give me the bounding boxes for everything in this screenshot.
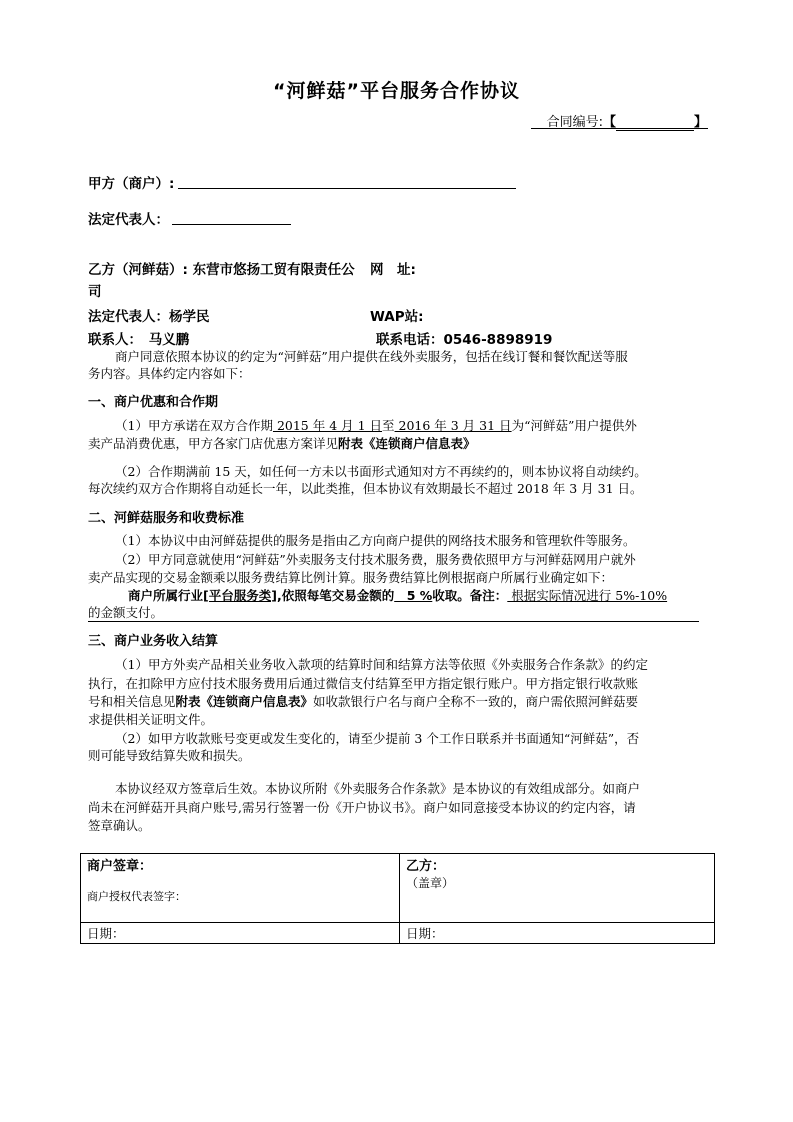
section-3-para-1-line-4: 求提供相关证明文件。 — [88, 712, 214, 727]
party-b-date-cell[interactable] — [400, 923, 715, 944]
merchant-date-label: 日期： — [87, 926, 125, 941]
closing-line-1: 本协议经双方签章后生效。本协议所附《外卖服务合作条款》是本协议的有效组成部分。如商户 — [115, 781, 641, 796]
section-3-para-1-line-3 — [88, 693, 638, 711]
contract-number-label: 合同编号: — [546, 115, 603, 130]
signature-row — [81, 854, 715, 923]
s2p3-industry-label: 商户所属行业 — [128, 588, 204, 603]
contact-person: 联系人： 马义鹏 — [88, 332, 190, 348]
contract-number-underline — [531, 127, 708, 129]
page-title: “河鲜菇”平台服务合作协议 — [273, 80, 520, 102]
s1p1-post: 为“河鲜菇”用户提供外 — [511, 418, 637, 433]
remark-underline — [88, 620, 699, 622]
section-3-para-2-line-2: 则可能导致结算失败和损失。 — [88, 748, 251, 763]
party-b-rep: 法定代表人：杨学民 — [88, 309, 210, 325]
section-2-para-2-line-1: （2）甲方同意就使用“河鲜菇”外卖服务支付技术服务费，服务费依照甲方与河鲜菇网用户就外 — [115, 552, 636, 567]
s1p1-start-date: 2015 年 4 月 1 日 — [272, 418, 383, 433]
party-a-rep-underline[interactable] — [172, 223, 291, 225]
section-2-title: 二、河鲜菇服务和收费标准 — [88, 511, 245, 526]
wap-label: WAP站: — [370, 309, 424, 325]
section-1-para-2-line-1: （2）合作期满前 15 天，如任何一方未以书面形式通知对方不再续约的，则本协议将自动续约。 — [115, 464, 647, 479]
merchant-auth-label: 商户授权代表签字： — [87, 890, 186, 903]
party-a-label: 甲方（商户）: — [88, 176, 175, 192]
section-1-para-2-line-2: 每次续约双方合作期将自动延长一年，以此类推，但本协议有效期最长不超过 2018 年 3 月 31 日。 — [88, 481, 643, 496]
party-a-underline[interactable] — [178, 187, 516, 189]
s1p1-to: 至 — [382, 418, 395, 433]
intro-line-1: 商户同意依照本协议的约定为“河鲜菇”用户提供在线外卖服务，包括在线订餐和餐饮配送等服 — [115, 349, 628, 364]
section-3-title: 三、商户业务收入结算 — [88, 634, 219, 649]
contract-number-close: 】 — [693, 115, 707, 130]
party-b-label: 乙方（河鲜菇）: 东营市悠扬工贸有限责任公 — [88, 262, 355, 278]
s3p1-line-3-pre: 号和相关信息见 — [88, 694, 176, 709]
section-2-para-1: （1）本协议中由河鲜菇提供的服务是指由乙方向商户提供的网络技术服务和管理软件等服务。 — [115, 533, 636, 548]
section-1-para-1-line-2 — [88, 435, 476, 453]
s2p3-rate-label: ,依照每笔交易金额的 — [276, 588, 395, 603]
party-a-rep-label: 法定代表人： — [88, 212, 169, 228]
closing-line-2: 尚未在河鲜菇开具商户账号,需另行签署一份《开户协议书》。商户如同意接受本协议的约定内容，请 — [88, 800, 636, 815]
website-label: 网 址: — [370, 262, 416, 278]
s3p1-ref: 附表《连锁商户信息表》 — [175, 694, 314, 709]
s1p1-ref: 附表《连锁商户信息表》 — [338, 436, 476, 451]
merchant-date-cell[interactable] — [81, 923, 400, 944]
intro-line-2: 务内容。具体约定内容如下： — [88, 366, 251, 381]
s2p3-industry-value: [平台服务类] — [203, 588, 277, 603]
party-b-date-label: 日期： — [406, 926, 444, 941]
s2p3-remark-label: 收取。备注： — [432, 588, 508, 603]
contract-number-open: 【 — [602, 115, 616, 130]
s2p3-rate-value: 5 % — [394, 588, 433, 603]
party-b-signature-cell[interactable] — [400, 854, 715, 923]
signature-table — [80, 853, 715, 944]
s1p1-line-2: 卖产品消费优惠，甲方各家门店优惠方案详见 — [88, 436, 339, 451]
section-2-para-3-line-1 — [128, 587, 667, 605]
date-row — [81, 923, 715, 944]
closing-line-3: 签章确认。 — [88, 818, 151, 833]
party-b-seal-label: （盖章） — [406, 876, 455, 890]
section-1-title: 一、商户优惠和合作期 — [88, 395, 219, 410]
s3p1-line-3-post: 如收款银行户名与商户全称不一致的，商户需依照河鲜菇要 — [313, 694, 639, 709]
section-3-para-1-line-2: 执行，在扣除甲方应付技术服务费用后通过微信支付结算至甲方指定银行账户。甲方指定银行收款账 — [88, 676, 639, 691]
section-2-para-2-line-2: 卖产品实现的交易金额乘以服务费结算比例计算。服务费结算比例根据商户所属行业确定如下： — [88, 570, 614, 585]
section-2-para-3-line-2: 的金额支付。 — [88, 605, 164, 620]
s1p1-pre: （1）甲方承诺在双方合作期 — [115, 418, 273, 433]
contact-phone: 联系电话：0546-8898919 — [376, 332, 553, 348]
section-1-para-1-line-1 — [115, 417, 637, 435]
section-3-para-2-line-1: （2）如甲方收款账号变更或发生变化的，请至少提前 3 个工作日联系并书面通知“河鲜菇”，否 — [115, 731, 640, 746]
party-b-sign-label: 乙方： — [406, 859, 446, 874]
merchant-seal-label: 商户签章： — [87, 859, 153, 874]
merchant-signature-cell[interactable] — [81, 854, 400, 923]
section-3-para-1-line-1: （1）甲方外卖产品相关业务收入款项的结算时间和结算方法等依照《外卖服务合作条款》的约定 — [115, 657, 648, 672]
s1p1-end-date: 2016 年 3 月 31 日 — [394, 418, 512, 433]
s2p3-remark-value: 根据实际情况进行 5%-10% — [507, 588, 668, 603]
party-b-label-cont: 司 — [88, 284, 102, 300]
